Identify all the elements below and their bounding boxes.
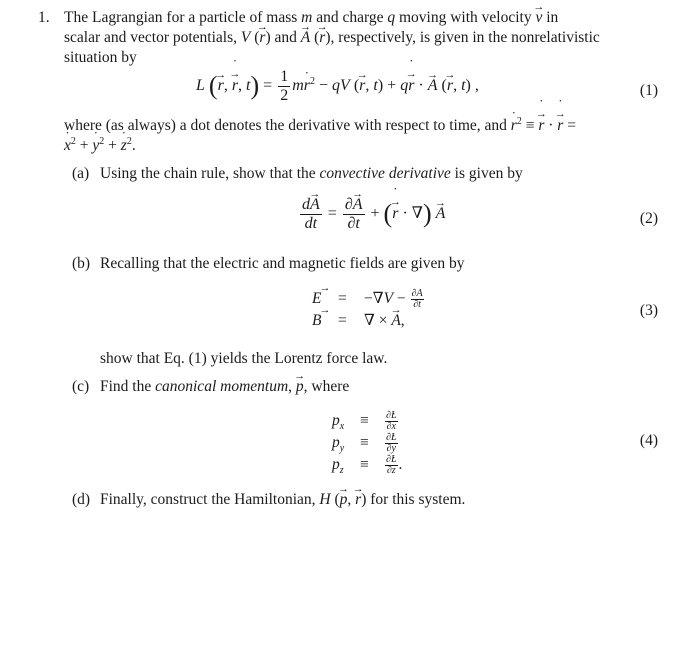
after-eq1-line-1: where (as always) a dot denotes the derivative with respect to time, and ˙ $r^2$ ≡ ˙ r → · ˙ r → = bbox=[64, 112, 576, 136]
part-c-label: (c) bbox=[72, 378, 90, 395]
part-d-label: (d) bbox=[72, 491, 91, 508]
part-b-label: (b) bbox=[72, 255, 91, 272]
part-b-text: Recalling that the electric and magnetic fields are given by bbox=[100, 255, 465, 272]
part-c-text: Find the canonical momentum, p →, where bbox=[100, 377, 349, 397]
part-a-text: Using the chain rule, show that the convective derivative is given by bbox=[100, 165, 523, 182]
equation-1-number: (1) bbox=[639, 82, 658, 99]
problem-number: 1. bbox=[38, 9, 50, 26]
equation-4: $p_x$ ≡ $\frac{\partial L}{\partial˙ x}$ $p_y$ ≡ $\frac{\partial L}{\partial˙ y}$ $p_z$ ≡ $\frac{\partial L}{\partial˙ z}$ . bbox=[332, 410, 402, 476]
intro-line-3: situation by bbox=[64, 49, 137, 66]
after-eq1-line-2: ˙ $x^2$ + ˙ $y^2$ + ˙ $z^2$. bbox=[64, 132, 136, 156]
equation-2-number: (2) bbox=[639, 210, 658, 227]
intro-line-1: The Lagrangian for a particle of mass m and charge q moving with velocity v → in bbox=[64, 8, 558, 28]
equation-3-number: (3) bbox=[639, 302, 658, 319]
intro-line-2: scalar and vector potentials, V (r →) and A → (r →), respectively, is given in the nonrelativistic bbox=[64, 28, 600, 48]
equation-3: E → = −∇V − $\frac{\partial A}{\partial t}$ B → = ∇ × A →, bbox=[312, 288, 425, 332]
part-a-label: (a) bbox=[72, 165, 90, 182]
equation-4-number: (4) bbox=[639, 432, 658, 449]
part-b-followup: show that Eq. (1) yields the Lorentz force law. bbox=[100, 350, 388, 367]
part-d-text: Finally, construct the Hamiltonian, H (p →, r →) for this system. bbox=[100, 490, 465, 510]
equation-2: $\frac{dA \to}{dt}$ = $\frac{\partial A \to}{\partial t}$ + (˙ r → · ∇) A → bbox=[298, 196, 445, 233]
equation-1: L (r →, ˙ r →, t) = $\frac{1}{2}$ m˙ $r^2$ − qV (r →, t) + q˙ r → · A → (r →, t) , bbox=[196, 68, 479, 105]
